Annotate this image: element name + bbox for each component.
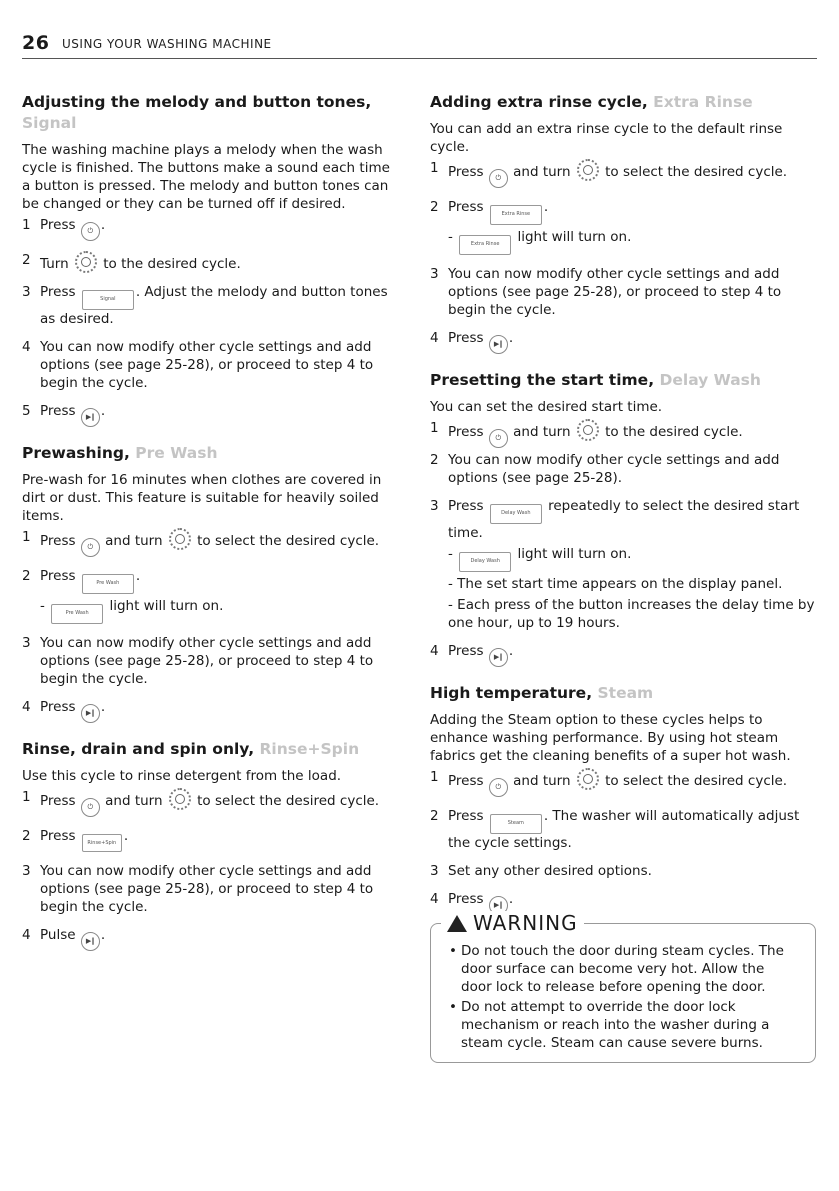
page-header [22,30,817,59]
start-pause-icon: ▶‖ [81,408,100,427]
steam-button-icon: Steam [490,814,542,834]
extra-rinse-light-icon: Extra Rinse [459,235,511,255]
rinse-step-1: 1 Press ⏻ and turn to select the desired cycle. [22,788,390,817]
power-icon: ⏻ [489,778,508,797]
section-title: USING YOUR WASHING MACHINE [62,37,272,51]
cycle-dial-icon [577,768,599,790]
warning-item: • Do not attempt to override the door lock mechanism or reach into the washer during a steam cycle. Steam can cause severe burns. [449,999,770,1051]
extra-step-4: 4 Press ▶‖ . [430,329,820,354]
prewash-step-3: 3 You can now modify other cycle settings and add options (see page 25-28), or proceed to step 4 to begin the cycle. [22,635,374,687]
cycle-dial-icon [169,528,191,550]
delay-step-3: 3 Press Delay Wash repeatedly to select the desired start time. [430,498,800,541]
signal-label: Signal [22,114,77,132]
rinse-step-4: 4 Pulse ▶‖ . [22,926,390,951]
extra-light-note: - Extra Rinse light will turn on. [430,228,820,255]
prewash-heading: Prewashing, Pre Wash [22,444,218,462]
steam-heading: High temperature, Steam [430,684,654,702]
melody-step-2: 2 Turn to the desired cycle. [22,252,241,272]
rinse-intro: Use this cycle to rinse detergent from the load. [22,768,342,784]
steam-section [430,683,820,1063]
melody-step-3: 3 Press Signal . Adjust the melody and button tones as desired. [22,284,388,327]
start-pause-icon: ▶‖ [489,648,508,667]
delay-section [430,370,820,667]
cycle-dial-icon [75,251,97,273]
left-column [22,92,390,967]
prewash-step-4: 4 Press ▶‖ . [22,698,390,723]
power-icon: ⏻ [489,169,508,188]
delay-increase-note: - Each press of the button increases the delay time by one hour, up to 19 hours. [448,597,815,631]
power-icon: ⏻ [489,429,508,448]
power-icon: ⏻ [81,798,100,817]
delay-light-note: - Delay Wash light will turn on. [430,545,820,572]
steam-step-4: 4 Press ▶‖ . [430,890,820,915]
melody-step-4: 4 You can now modify other cycle settings and add options (see page 25-28), or proceed to step 4 to begin the cycle. [22,339,374,391]
prewash-section [22,443,390,723]
delay-step-2: 2 You can now modify other cycle settings and add options (see page 25-28). [430,452,780,486]
extra-step-3: 3 You can now modify other cycle settings and add options (see page 25-28), or proceed to step 4 to begin the cycle. [430,266,782,318]
delay-display-note: - The set start time appears on the display panel. [448,576,783,592]
prewash-light-icon: Pre Wash [51,604,103,624]
start-pause-icon: ▶‖ [489,335,508,354]
prewash-light-note: - Pre Wash light will turn on. [22,597,390,624]
extra-step-2: 2 Press Extra Rinse . [430,198,820,225]
delay-wash-light-icon: Delay Wash [459,552,511,572]
steam-step-2: 2 Press Steam . The washer will automatically adjust the cycle settings. [430,808,800,851]
extra-rinse-intro: You can add an extra rinse cycle to the default rinse cycle. [430,121,783,155]
right-column [430,92,820,1079]
melody-section [22,92,390,427]
delay-wash-button-icon: Delay Wash [490,504,542,524]
delay-step-1: 1 Press ⏻ and turn to the desired cycle. [430,419,820,448]
steam-step-3: 3 Set any other desired options. [430,863,652,879]
cycle-dial-icon [577,419,599,441]
steam-step-1: 1 Press ⏻ and turn to select the desired cycle. [430,768,820,797]
prewash-step-1: 1 Press ⏻ and turn to select the desired cycle. [22,528,390,557]
start-pause-icon: ▶‖ [81,932,100,951]
extra-rinse-section [430,92,820,354]
rinse-step-3: 3 You can now modify other cycle settings and add options (see page 25-28), or proceed to step 4 to begin the cycle. [22,863,374,915]
prewash-intro: Pre-wash for 16 minutes when clothes are covered in dirt or dust. This feature is suitable for heavily soiled items. [22,472,382,524]
page-number: 26 [22,32,50,54]
melody-intro: The washing machine plays a melody when the wash cycle is finished. The buttons make a sound each time a button is pressed. The melody and button tones can be changed or they can be turned off if desired. [22,142,390,212]
extra-step-1: 1 Press ⏻ and turn to select the desired cycle. [430,159,820,188]
delay-step-4: 4 Press ▶‖ . [430,642,820,667]
extra-rinse-button-icon: Extra Rinse [490,205,542,225]
signal-button-icon: Signal [82,290,134,310]
warning-triangle-icon [447,915,467,932]
cycle-dial-icon [169,788,191,810]
prewash-step-2: 2 Press Pre Wash . [22,567,390,594]
start-pause-icon: ▶‖ [489,896,508,915]
rinse-step-2: 2 Press Rinse+Spin . [22,827,390,852]
power-icon: ⏻ [81,222,100,241]
prewash-button-icon: Pre Wash [82,574,134,594]
warning-item: • Do not touch the door during steam cycles. The door surface can become very hot. Allow the door lock to release before opening the door. [449,943,784,995]
start-pause-icon: ▶‖ [81,704,100,723]
warning-title: WARNING [441,911,584,935]
delay-heading: Presetting the start time, Delay Wash [430,371,761,389]
rinse-heading: Rinse, drain and spin only, Rinse+Spin [22,740,360,758]
melody-step-5: 5 Press ▶‖ . [22,402,390,427]
melody-step-1: 1 Press ⏻ . [22,216,390,241]
power-icon: ⏻ [81,538,100,557]
rinse-spin-button-icon: Rinse+Spin [82,834,122,852]
warning-box [430,911,816,1063]
steam-intro: Adding the Steam option to these cycles helps to enhance washing performance. By using hot steam fabrics get the cleaning benefits of a super hot wash. [430,712,791,764]
rinse-section [22,739,390,951]
delay-intro: You can set the desired start time. [430,399,663,415]
melody-heading: Adjusting the melody and button tones, Signal [22,93,372,132]
extra-rinse-heading: Adding extra rinse cycle, Extra Rinse [430,93,753,111]
cycle-dial-icon [577,159,599,181]
